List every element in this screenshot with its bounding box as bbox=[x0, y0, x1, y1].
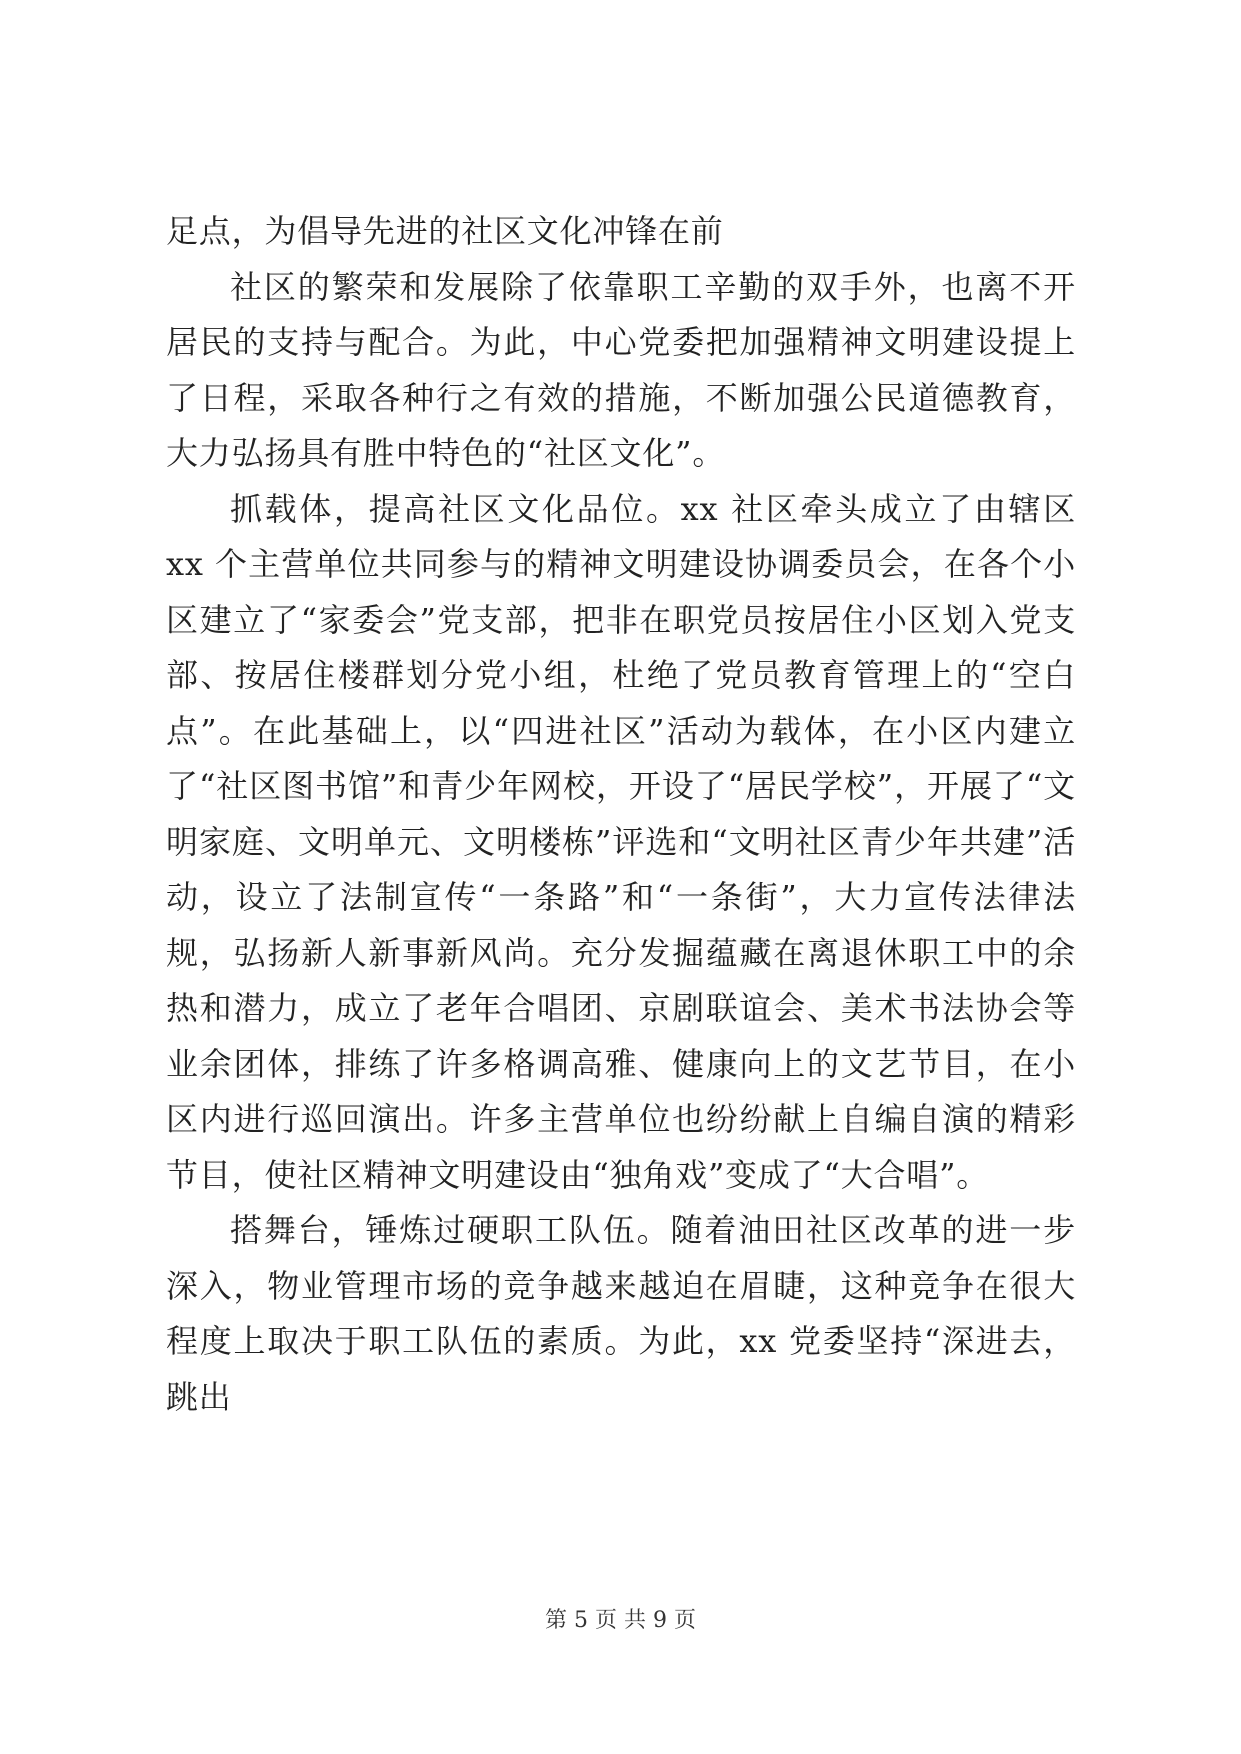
paragraph-continuation: 足点，为倡导先进的社区文化冲锋在前 bbox=[166, 212, 724, 250]
paragraph-carrier-culture: 抓载体，提高社区文化品位。xx 社区牵头成立了由辖区 xx 个主营单位共同参与的精神文明建设协调委员会，在各个小区建立了“家委会”党支部，把非在职党员按居住小区划入党支部、按居住楼群划分党小组，杜绝了党员教育管理上的“空白点”。在此基础上，以“四进社区”活动为载体，在小区内建立了“社区图书馆”和青少年网校，开设了“居民学校”，开展了“文明家庭、文明单元、文明楼栋”评选和“文明社区青少年共建”活动，设立了法制宣传“一条路”和“一条街”，大力宣传法律法规，弘扬新人新事新风尚。充分发掘蕴藏在离退休职工中的余热和潜力，成立了老年合唱团、京剧联谊会、美术书法协会等业余团体，排练了许多格调高雅、健康向上的文艺节目，在小区内进行巡回演出。许多主营单位也纷纷献上自编自演的精彩节目，使社区精神文明建设由“独角戏”变成了“大合唱”。 bbox=[166, 489, 1076, 1194]
page-number-footer: 第 5 页 共 9 页 bbox=[545, 1608, 696, 1633]
paragraph-stage-workforce: 搭舞台，锤炼过硬职工队伍。随着油田社区改革的进一步深入，物业管理市场的竞争越来越迫在眉睫，这种竞争在很大程度上取决于职工队伍的素质。为此，xx 党委坚持“深进去，跳出 bbox=[166, 1211, 1076, 1416]
paragraph-community-culture-intro: 社区的繁荣和发展除了依靠职工辛勤的双手外，也离不开居民的支持与配合。为此，中心党委把加强精神文明建设提上了日程，采取各种行之有效的措施，不断加强公民道德教育，大力弘扬具有胜中特色的“社区文化”。 bbox=[166, 267, 1076, 472]
document-body bbox=[166, 204, 1076, 1425]
